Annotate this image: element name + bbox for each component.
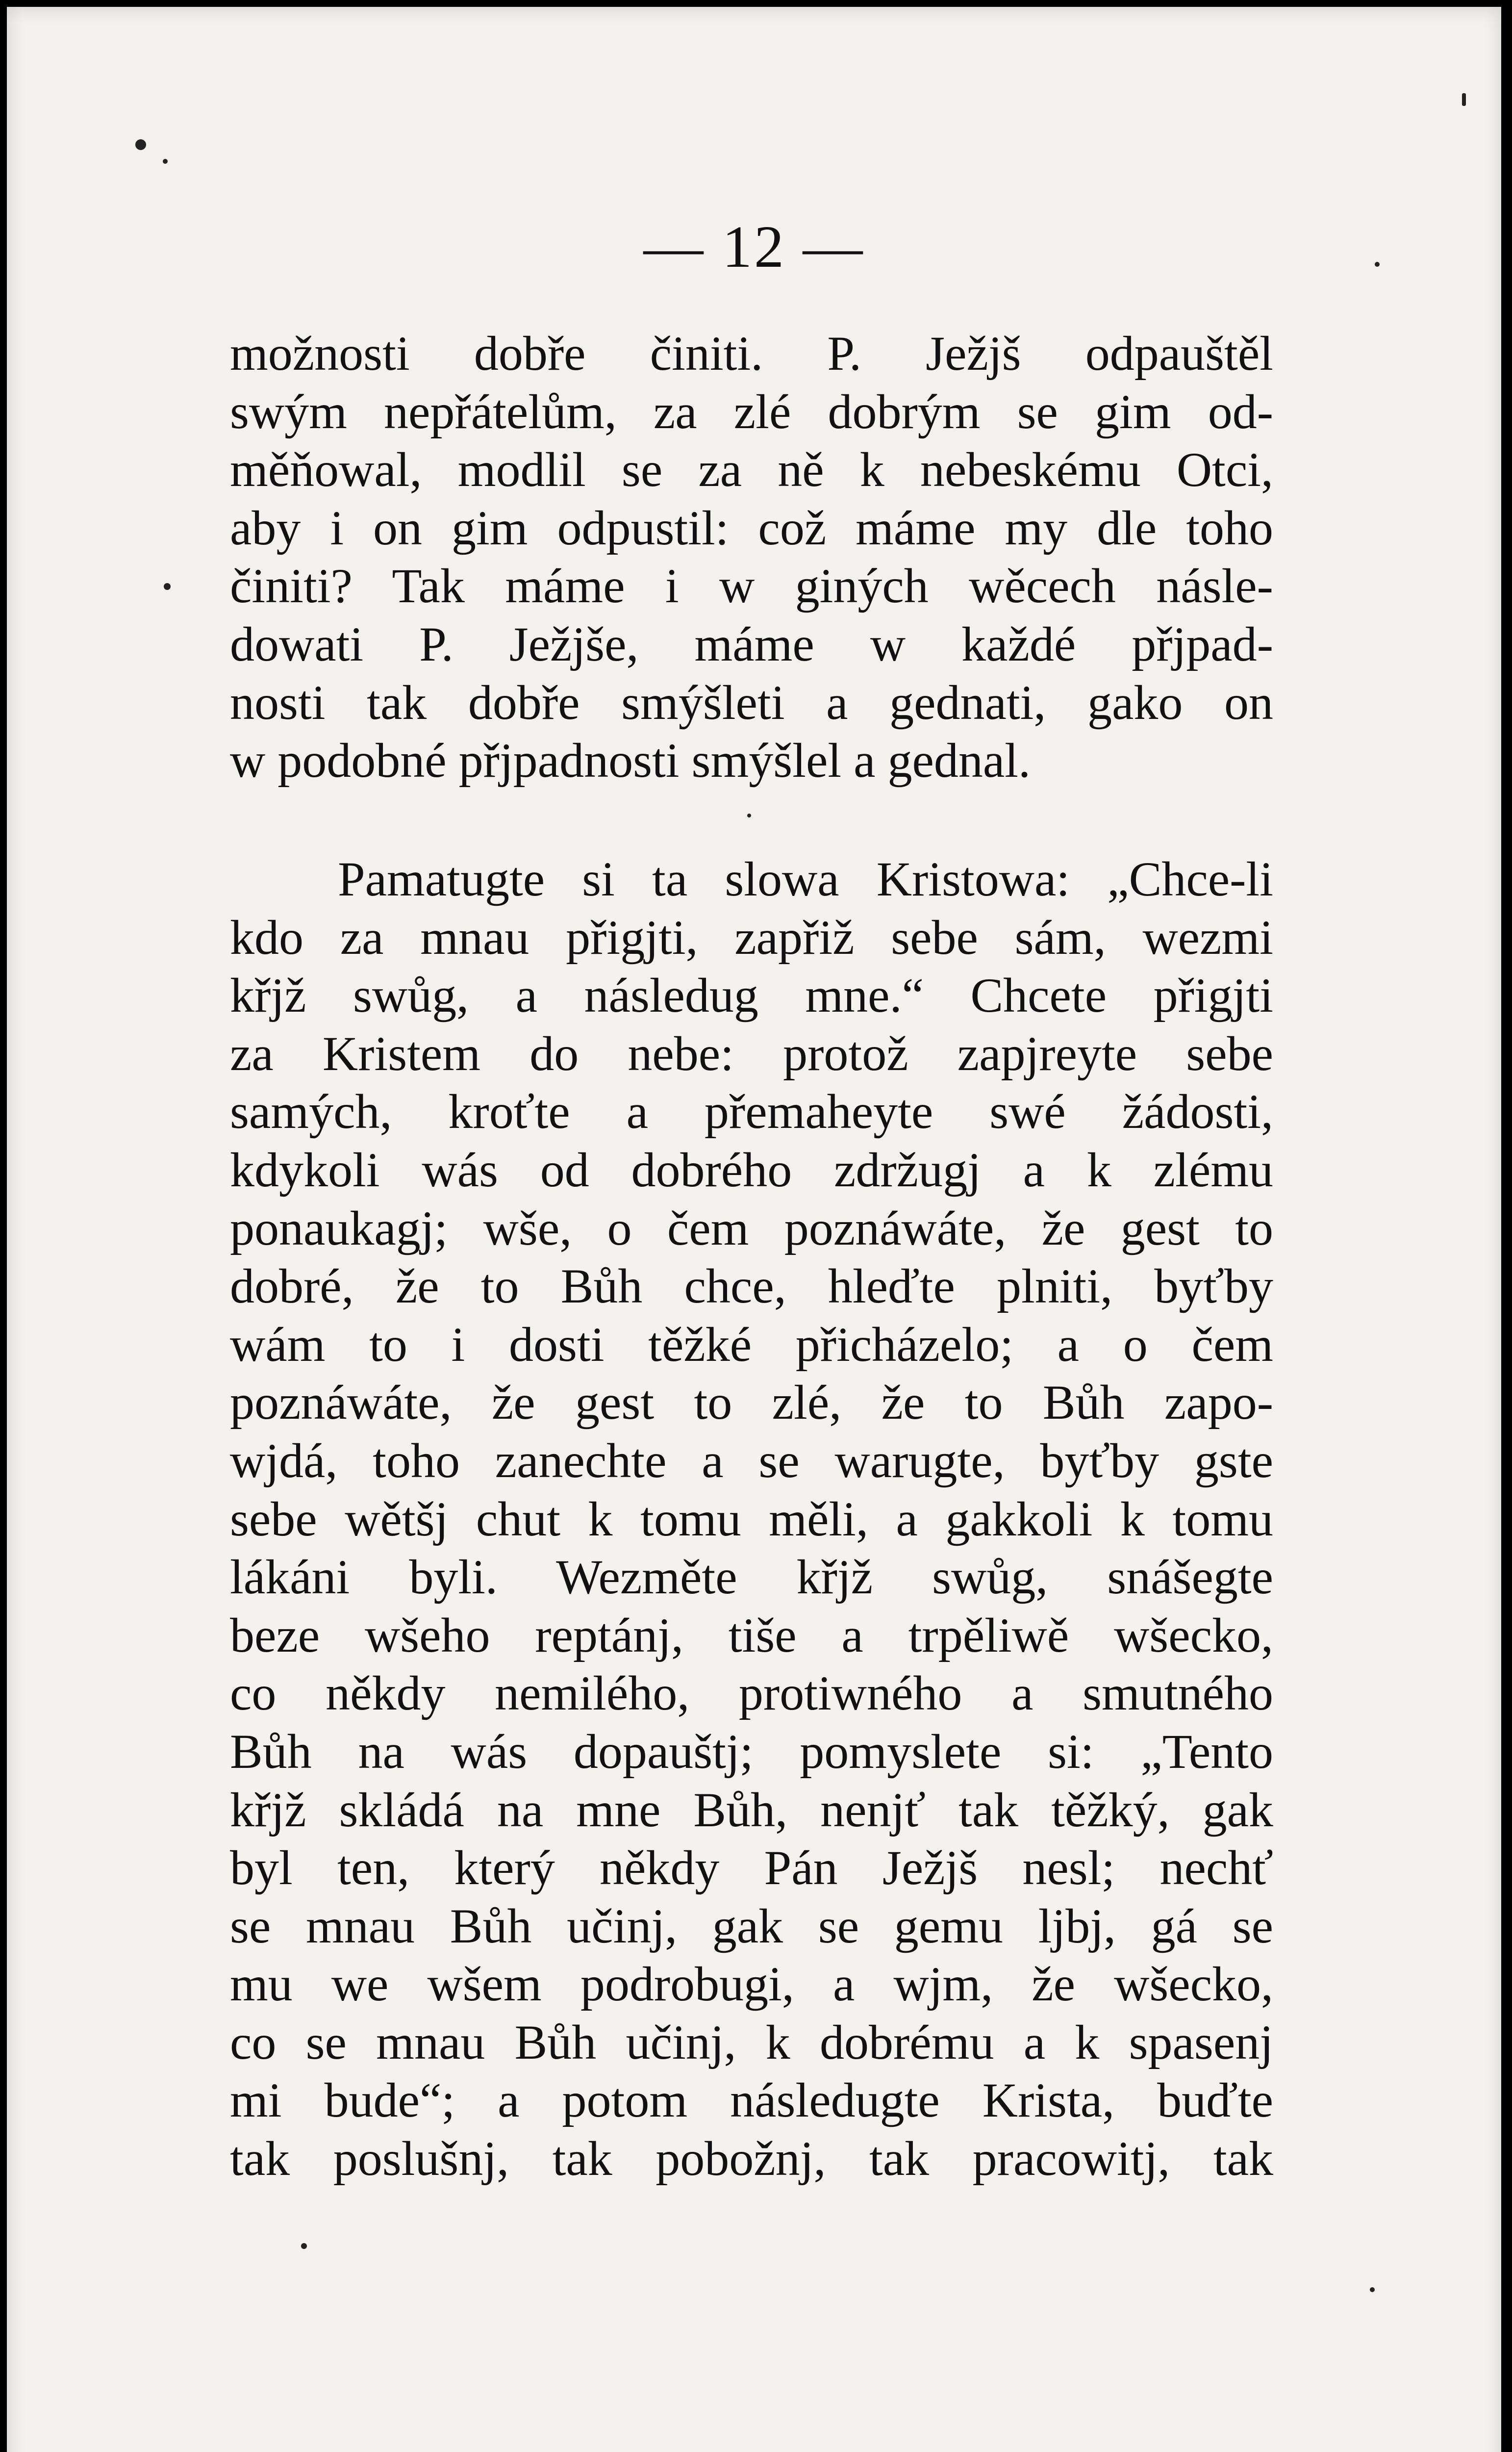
dust-speck bbox=[163, 159, 168, 164]
text-line: samých, kroťte a přemaheyte swé žádosti, bbox=[230, 1084, 1273, 1139]
text-line: měňowal, modlil se za ně k nebeskému Otci, bbox=[230, 442, 1273, 497]
text-line: sebe wětšj chut k tomu měli, a gakkoli k tomu bbox=[230, 1491, 1273, 1546]
text-line: kdo za mnau přigjti, zapřiž sebe sám, wezmi bbox=[230, 910, 1273, 965]
dust-speck bbox=[1370, 2287, 1375, 2292]
text-line: kdykoli wás od dobrého zdržugj a k zlému bbox=[230, 1142, 1273, 1197]
dust-speck bbox=[301, 2243, 307, 2249]
text-line: w podobné přjpadnosti smýšlel a gednal. bbox=[230, 733, 1031, 788]
dust-speck bbox=[1462, 93, 1466, 106]
text-line: ponaukagj; wše, o čem poznáwáte, že gest to bbox=[230, 1200, 1273, 1255]
text-line: za Kristem do nebe: protož zapjreyte sebe bbox=[230, 1026, 1273, 1081]
text-line: aby i on gim odpustil: což máme my dle toho bbox=[230, 500, 1273, 555]
text-line: činiti? Tak máme i w giných wěcech násle- bbox=[230, 559, 1273, 613]
dust-speck bbox=[164, 583, 171, 590]
text-line: beze wšeho reptánj, tiše a trpěliwě wšecko, bbox=[230, 1608, 1273, 1662]
text-line: lákáni byli. Wezměte křjž swůg, snášegte bbox=[230, 1550, 1273, 1605]
text-line: poznáwáte, že gest to zlé, že to Bůh zapo- bbox=[230, 1375, 1273, 1430]
text-line: křjž swůg, a následug mne.“ Chcete přigjti bbox=[230, 968, 1273, 1023]
text-line: dobré, že to Bůh chce, hleďte plniti, byťby bbox=[230, 1259, 1273, 1314]
text-line: Pamatugte si ta slowa Kristowa: „Chce-li bbox=[338, 852, 1273, 906]
dust-speck bbox=[135, 139, 146, 150]
page-number: — 12 — bbox=[643, 214, 865, 280]
paragraph bbox=[230, 325, 1273, 790]
text-line: byl ten, který někdy Pán Ježjš nesl; nechť bbox=[230, 1840, 1273, 1895]
text-line: co někdy nemilého, protiwného a smutného bbox=[230, 1666, 1273, 1721]
text-line: Bůh na wás dopauštj; pomyslete si: „Tento bbox=[230, 1724, 1273, 1779]
book-page bbox=[7, 7, 1501, 2452]
text-line: mu we wšem podrobugi, a wjm, že wšecko, bbox=[230, 1957, 1273, 2012]
paragraph bbox=[230, 850, 1273, 2188]
text-line: wjdá, toho zanechte a se warugte, byťby gste bbox=[230, 1433, 1273, 1488]
text-line: swým nepřátelům, za zlé dobrým se gim od- bbox=[230, 384, 1273, 439]
text-line: možnosti dobře činiti. P. Ježjš odpauštěl bbox=[230, 326, 1273, 381]
dust-speck bbox=[747, 814, 751, 817]
text-line: dowati P. Ježjše, máme w každé přjpad- bbox=[230, 616, 1273, 671]
text-line: křjž skládá na mne Bůh, nenjť tak těžký, gak bbox=[230, 1782, 1273, 1837]
text-line: nosti tak dobře smýšleti a gednati, gako on bbox=[230, 675, 1273, 730]
text-line: se mnau Bůh učinj, gak se gemu ljbj, gá se bbox=[230, 1898, 1273, 1953]
text-line: wám to i dosti těžké přicházelo; a o čem bbox=[230, 1317, 1273, 1372]
text-line: co se mnau Bůh učinj, k dobrému a k spasenj bbox=[230, 2015, 1273, 2069]
text-line: tak poslušnj, tak pobožnj, tak pracowitj, tak bbox=[230, 2131, 1273, 2186]
text-line: mi bude“; a potom následugte Krista, buďte bbox=[230, 2073, 1273, 2128]
